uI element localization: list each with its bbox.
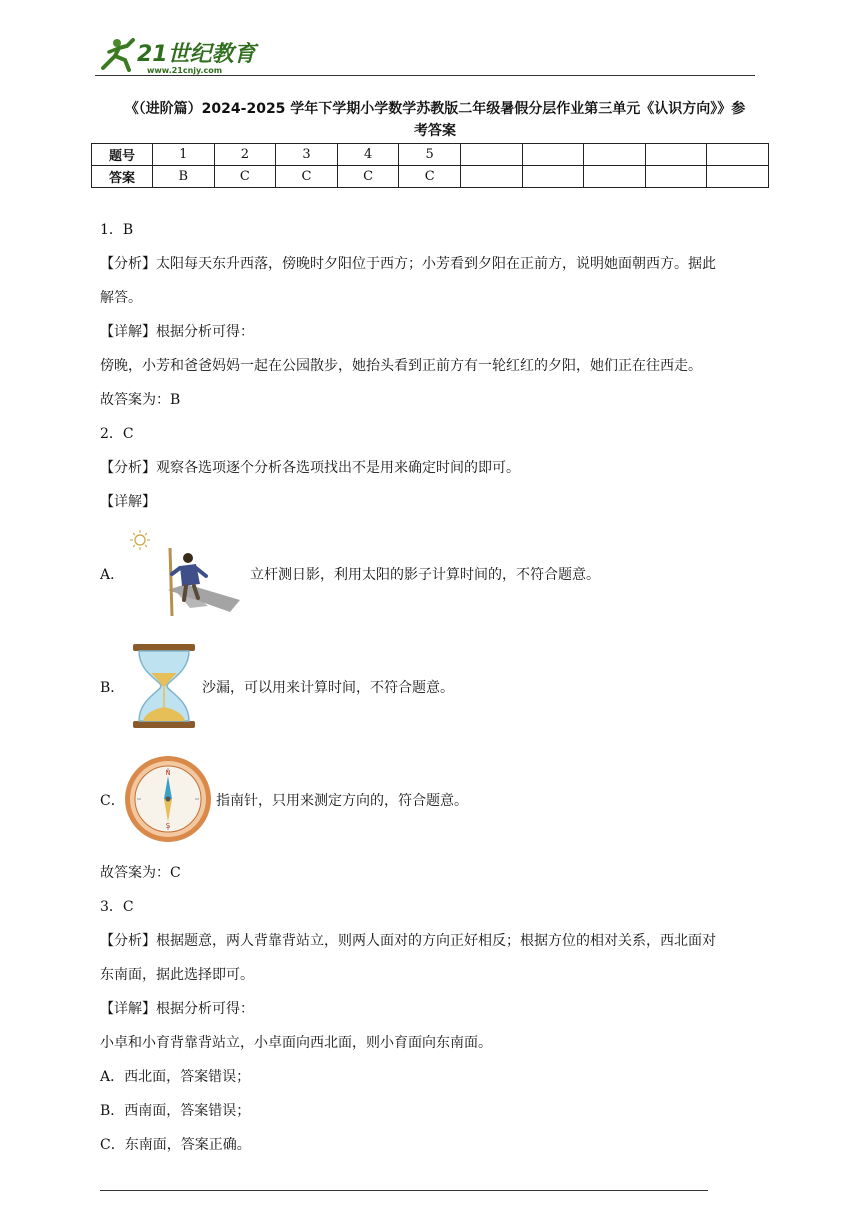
- number-cell: [460, 144, 522, 166]
- footer-divider: [100, 1190, 708, 1191]
- q3-option-a: A．西北面，答案错误；: [100, 1069, 251, 1085]
- header-divider: [95, 75, 755, 76]
- q1-detail-text: 傍晚，小芳和爸爸妈妈一起在公园散步，她抬头看到正前方有一轮红红的夕阳，她们正在往西走。: [100, 358, 702, 374]
- q3-heading: 3．C: [100, 899, 134, 915]
- q1-conclusion: 故答案为：B: [100, 392, 181, 408]
- row-label-number: 题号: [92, 144, 153, 166]
- logo-text: 21世纪教育: [137, 42, 256, 67]
- answer-cell: C: [214, 166, 276, 188]
- q2-heading: 2．C: [100, 426, 134, 442]
- answer-table: [91, 143, 769, 188]
- q3-analysis-2: 东南面，据此选择即可。: [100, 967, 254, 983]
- title-line-2: 考答案: [414, 123, 456, 139]
- q1-detail-label: 【详解】根据分析可得：: [100, 324, 254, 340]
- q3-detail-label: 【详解】根据分析可得：: [100, 1001, 254, 1017]
- q2-option-b-text: 沙漏，可以用来计算时间，不符合题意。: [202, 680, 454, 696]
- number-cell: 5: [399, 144, 461, 166]
- q3-option-b: B．西南面，答案错误；: [100, 1103, 251, 1119]
- answer-cell: [707, 166, 769, 188]
- row-label-answer: 答案: [92, 166, 153, 188]
- number-cell: 2: [214, 144, 276, 166]
- number-cell: 1: [153, 144, 215, 166]
- number-cell: [522, 144, 584, 166]
- answer-cell: [645, 166, 707, 188]
- table-row-answers: [92, 166, 769, 188]
- table-row-numbers: [92, 144, 769, 166]
- compass-north-label: N: [165, 769, 171, 777]
- q2-conclusion: 故答案为：C: [100, 865, 181, 881]
- q1-analysis-2: 解答。: [100, 290, 142, 306]
- answer-cell: [584, 166, 646, 188]
- site-logo: [95, 34, 265, 78]
- logo-url: www.21cnjy.com: [147, 66, 223, 75]
- sundial-pole-illustration: [128, 528, 246, 620]
- answer-cell: B: [153, 166, 215, 188]
- q3-option-c: C．东南面，答案正确。: [100, 1137, 251, 1153]
- q1-analysis-1: 【分析】太阳每天东升西落，傍晚时夕阳位于西方；小芳看到夕阳在正前方，说明她面朝西方。据此: [100, 256, 716, 272]
- q2-option-c-label: C．: [100, 793, 125, 809]
- answer-cell: C: [276, 166, 338, 188]
- q2-option-b-label: B．: [100, 680, 125, 696]
- number-cell: [707, 144, 769, 166]
- q2-analysis: 【分析】观察各选项逐个分析各选项找出不是用来确定时间的即可。: [100, 460, 520, 476]
- q3-analysis-1: 【分析】根据题意，两人背靠背站立，则两人面对的方向正好相反；根据方位的相对关系，西北面对: [100, 933, 716, 949]
- q2-option-a-text: 立杆测日影，利用太阳的影子计算时间的，不符合题意。: [250, 567, 600, 583]
- page-title: [100, 98, 770, 142]
- answer-cell: [460, 166, 522, 188]
- hourglass-icon: [131, 643, 197, 729]
- q2-option-c-text: 指南针，只用来测定方向的，符合题意。: [216, 793, 468, 809]
- q1-heading: 1．B: [100, 222, 134, 238]
- answer-cell: [522, 166, 584, 188]
- compass-south-label: S: [165, 822, 171, 830]
- sun-icon: [130, 530, 150, 550]
- title-line-1: 《（进阶篇）2024-2025 学年下学期小学数学苏教版二年级暑假分层作业第三单元《认识方向》》参: [124, 101, 746, 117]
- number-cell: 3: [276, 144, 338, 166]
- answer-cell: C: [337, 166, 399, 188]
- runner-icon: [103, 39, 133, 70]
- number-cell: [645, 144, 707, 166]
- number-cell: [584, 144, 646, 166]
- q2-option-a-label: A．: [100, 567, 125, 583]
- number-cell: 4: [337, 144, 399, 166]
- q2-detail-label: 【详解】: [100, 494, 156, 510]
- q3-detail-text: 小卓和小育背靠背站立，小卓面向西北面，则小育面向东南面。: [100, 1035, 492, 1051]
- answer-cell: C: [399, 166, 461, 188]
- compass-icon: [123, 754, 213, 844]
